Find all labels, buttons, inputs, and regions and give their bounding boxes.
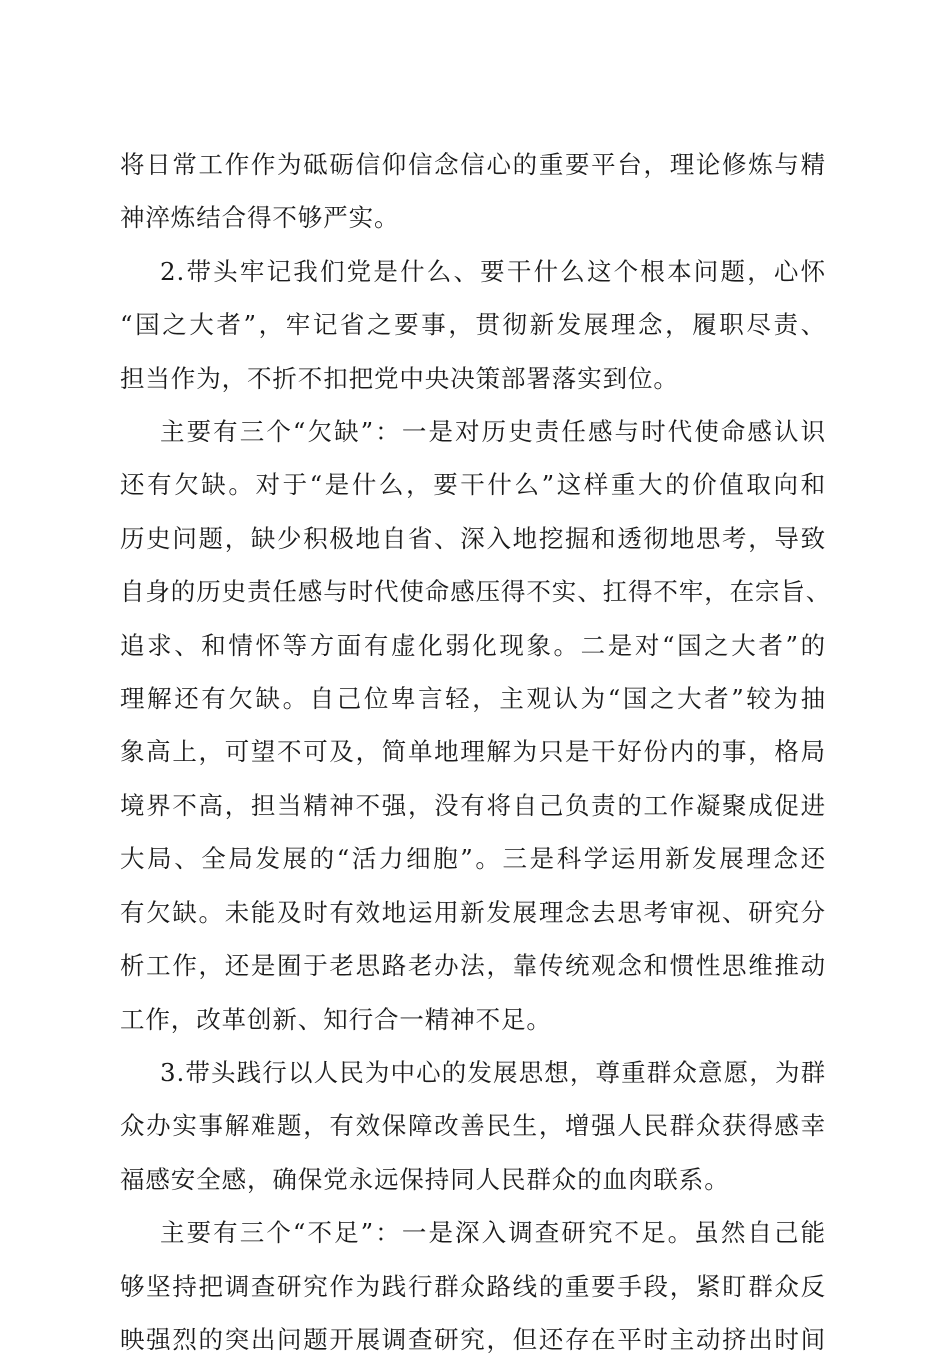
paragraph-1 (120, 138, 826, 245)
text-line: 福感安全感，确保党永远保持同人民群众的血肉联系。 (120, 1164, 730, 1194)
text-line: 神淬炼结合得不够严实。 (120, 203, 400, 233)
text-line: 析工作，还是囿于老思路老办法，靠传统观念和惯性思维推动 (120, 951, 826, 981)
paragraph-2 (120, 245, 826, 405)
text-line: 众办实事解难题，有效保障改善民生，增强人民群众获得感幸 (120, 1111, 826, 1141)
paragraph-3 (120, 405, 832, 1046)
text-line: 3.带头践行以人民为中心的发展思想，尊重群众意愿，为群 (160, 1057, 826, 1087)
text-line: 主要有三个“欠缺”：一是对历史责任感与时代使命感认识 (160, 417, 826, 447)
paragraph-5 (120, 1206, 826, 1366)
text-line: 自身的历史责任感与时代使命感压得不实、扛得不牢，在宗旨、 (120, 577, 832, 607)
text-line: 担当作为，不折不扣把党中央决策部署落实到位。 (120, 363, 679, 393)
text-line: 工作，改革创新、知行合一精神不足。 (120, 1004, 552, 1034)
text-line: 主要有三个“不足”：一是深入调查研究不足。虽然自己能 (160, 1218, 826, 1248)
text-line: 理解还有欠缺。自己位卑言轻，主观认为“国之大者”较为抽 (120, 684, 826, 714)
text-line: 大局、全局发展的“活力细胞”。三是科学运用新发展理念还 (120, 844, 826, 874)
document-body (120, 138, 832, 1366)
text-line: 将日常工作作为砥砺信仰信念信心的重要平台，理论修炼与精 (120, 150, 826, 179)
text-line: “国之大者”，牢记省之要事，贯彻新发展理念，履职尽责、 (120, 310, 826, 340)
text-line: 2.带头牢记我们党是什么、要干什么这个根本问题，心怀 (160, 256, 826, 286)
text-line: 象高上，可望不可及，简单地理解为只是干好份内的事，格局 (120, 737, 826, 767)
text-line: 境界不高，担当精神不强，没有将自己负责的工作凝聚成促进 (120, 790, 826, 820)
text-line: 追求、和情怀等方面有虚化弱化现象。二是对“国之大者”的 (120, 630, 826, 660)
text-line: 历史问题，缺少积极地自省、深入地挖掘和透彻地思考，导致 (120, 523, 826, 553)
text-line: 映强烈的突出问题开展调查研究，但还存在平时主动挤出时间 (120, 1324, 826, 1354)
text-line: 够坚持把调查研究作为践行群众路线的重要手段，紧盯群众反 (120, 1271, 826, 1301)
paragraph-4 (120, 1046, 826, 1206)
text-line: 还有欠缺。对于“是什么，要干什么”这样重大的价值取向和 (120, 470, 826, 500)
text-line: 有欠缺。未能及时有效地运用新发展理念去思考审视、研究分 (120, 897, 826, 927)
